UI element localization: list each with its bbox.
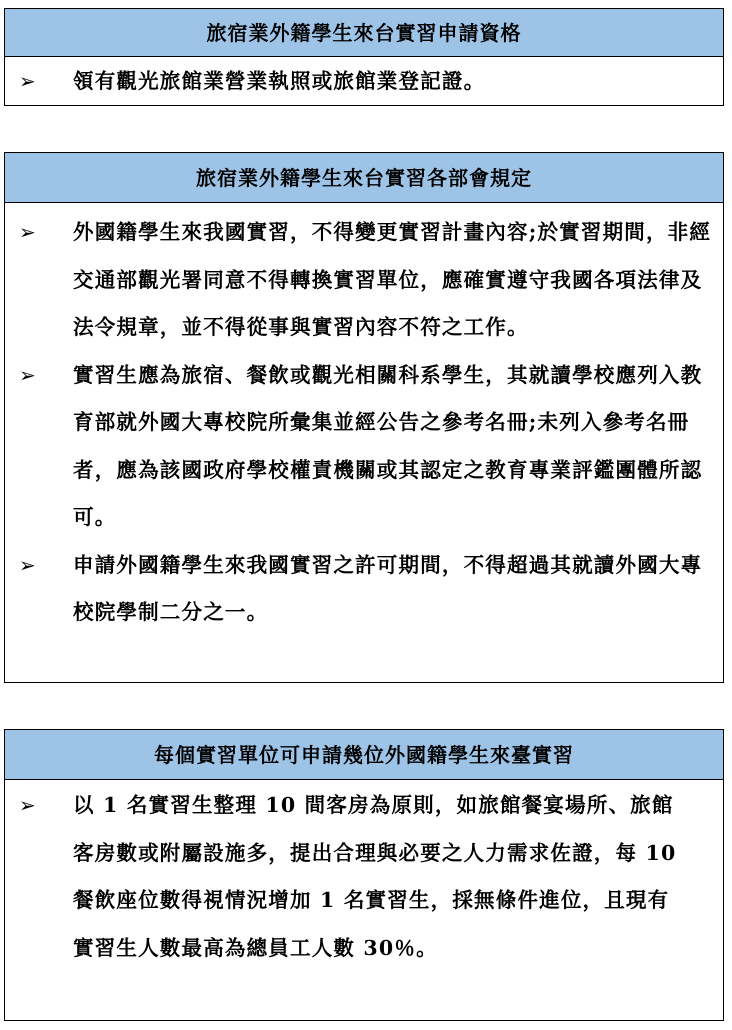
list-item [5,209,723,352]
arrow-bullet-icon: ➢ [19,69,37,93]
regulations-section [4,152,724,683]
arrow-bullet-icon: ➢ [19,220,37,244]
section-title: 旅宿業外籍學生來台實習各部會規定 [5,153,723,203]
eligibility-section [4,8,724,106]
list-item [5,782,723,972]
arrow-bullet-icon: ➢ [19,552,37,577]
list-item-text: 申請外國籍學生來我國實習之許可期間，不得超過其就讀外國大專校院學制二分之一。 [73,552,703,624]
list-item [5,352,723,542]
list-item [5,542,723,637]
quota-section [4,729,724,1021]
eligibility-list [5,57,723,105]
list-item-text: 外國籍學生來我國實習，不得變更實習計畫內容;於實習期間，非經交通部觀光署同意不得轉換實習單位，應確實遵守我國各項法律及法令規章，並不得從事與實習內容不符之工作。 [73,220,712,339]
section-title: 每個實習單位可申請幾位外國籍學生來臺實習 [5,730,723,780]
list-item-text: 以 1 名實習生整理 10 間客房為原則，如旅館餐宴場所、旅館客房數或附屬設施多，提出合理與必要之人力需求佐證，每 10 餐飲座位數得視情況增加 1 名實習生，採無條件進位，且現有實習生人數最高為總員工人數 30％。 [73,793,677,960]
section-title: 旅宿業外籍學生來台實習申請資格 [5,9,723,57]
list-item-text: 領有觀光旅館業營業執照或旅館業登記證。 [73,69,486,93]
regulations-list [5,203,723,637]
list-item-text: 實習生應為旅宿、餐飲或觀光相關科系學生，其就讀學校應列入教育部就外國大專校院所彙集並經公告之參考名冊;未列入參考名冊者，應為該國政府學校權責機關或其認定之教育專業評鑑團體所認可。 [73,362,703,529]
arrow-bullet-icon: ➢ [19,362,37,387]
quota-list [5,780,723,972]
list-item [5,57,723,105]
arrow-bullet-icon: ➢ [19,793,37,817]
